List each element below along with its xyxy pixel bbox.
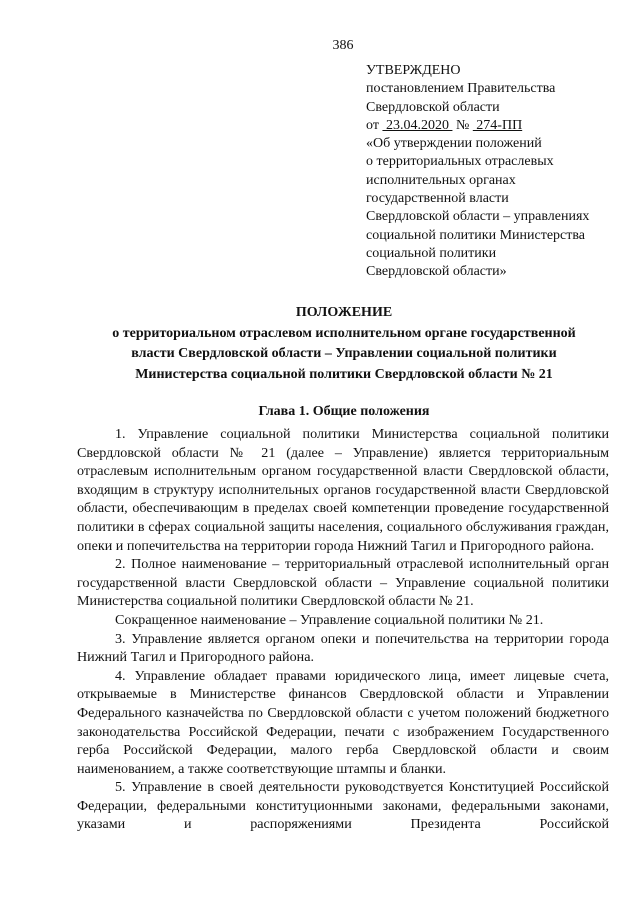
resolution-title-line: исполнительных органах xyxy=(366,172,516,188)
approval-date-line xyxy=(366,117,628,135)
document-subtitle-line: Министерства социальной политики Свердловской области № 21 xyxy=(135,366,553,382)
resolution-title-line: социальной политики Министерства xyxy=(366,227,586,243)
approval-number: 274-ПП xyxy=(472,117,523,133)
resolution-title-line: «Об утверждении положений xyxy=(366,136,542,152)
date-prefix: от xyxy=(366,117,379,133)
number-prefix: № xyxy=(455,117,470,133)
approval-line: Свердловской области xyxy=(366,99,500,115)
approval-date: 23.04.2020 xyxy=(382,117,453,133)
resolution-title-line: Свердловской области» xyxy=(366,264,507,280)
paragraph: 1. Управление социальной политики Министерства социальной политики Свердловской области № 21 (далее – Управление) является территориальным отраслевым исполнительным органом государственной власти Свердловской области, входящим в структуру исполнительных органов государственной власти Свердловской области, обеспечивающим в пределах своей компетенции проведение государственной политики в сферах социальной защиты населения, социального обслуживания граждан, опеки и попечительства на территории города Нижний Тагил и Пригородного района. xyxy=(77,426,609,554)
approval-line: постановлением Правительства xyxy=(366,81,556,97)
document-subtitle-line: власти Свердловской области – Управлении социальной политики xyxy=(131,346,557,361)
chapter-title: Глава 1. Общие положения xyxy=(258,404,430,419)
resolution-title-line: социальной политики xyxy=(366,245,497,261)
paragraph: 4. Управление обладает правами юридического лица, имеет лицевые счета, открываемые в Министерстве финансов Свердловской области и Управлении Федерального казначейства по Свердловской области с учетом положений бюджетного законодательства Российской Федерации, печати с изображением Государственного герба Российской Федерации, малого герба Свердловской области и своим наименованием, а также соответствующие штампы и бланки. xyxy=(77,667,609,777)
approval-heading: УТВЕРЖДЕНО xyxy=(366,63,461,78)
resolution-title-line: Свердловской области – управлениях xyxy=(366,209,590,225)
paragraph: 5. Управление в своей деятельности руководствуется Конституцией Российской Федерации, федеральными конституционными законами, федеральными законами, указами и распоряжениями Президента Российской xyxy=(77,779,609,833)
resolution-title-line: государственной власти xyxy=(366,191,509,207)
document-subtitle-line: о территориальном отраслевом исполнительном органе государственной xyxy=(112,325,576,341)
resolution-title-line: о территориальных отраслевых xyxy=(366,154,554,170)
document-heading: ПОЛОЖЕНИЕ xyxy=(295,305,393,320)
paragraph: Сокращенное наименование – Управление социальной политики № 21. xyxy=(115,611,544,628)
document-title xyxy=(72,303,616,385)
approval-stamp xyxy=(366,62,628,282)
page-number: 386 xyxy=(332,38,354,53)
paragraph: 3. Управление является органом опеки и попечительства на территории города Нижний Тагил и Пригородного района. xyxy=(77,630,609,666)
body-text xyxy=(77,425,609,834)
paragraph: 2. Полное наименование – территориальный отраслевой исполнительный орган государственной власти Свердловской области – Управление социальной политики Министерства социальной политики Свердловской области № 21. xyxy=(77,556,609,610)
